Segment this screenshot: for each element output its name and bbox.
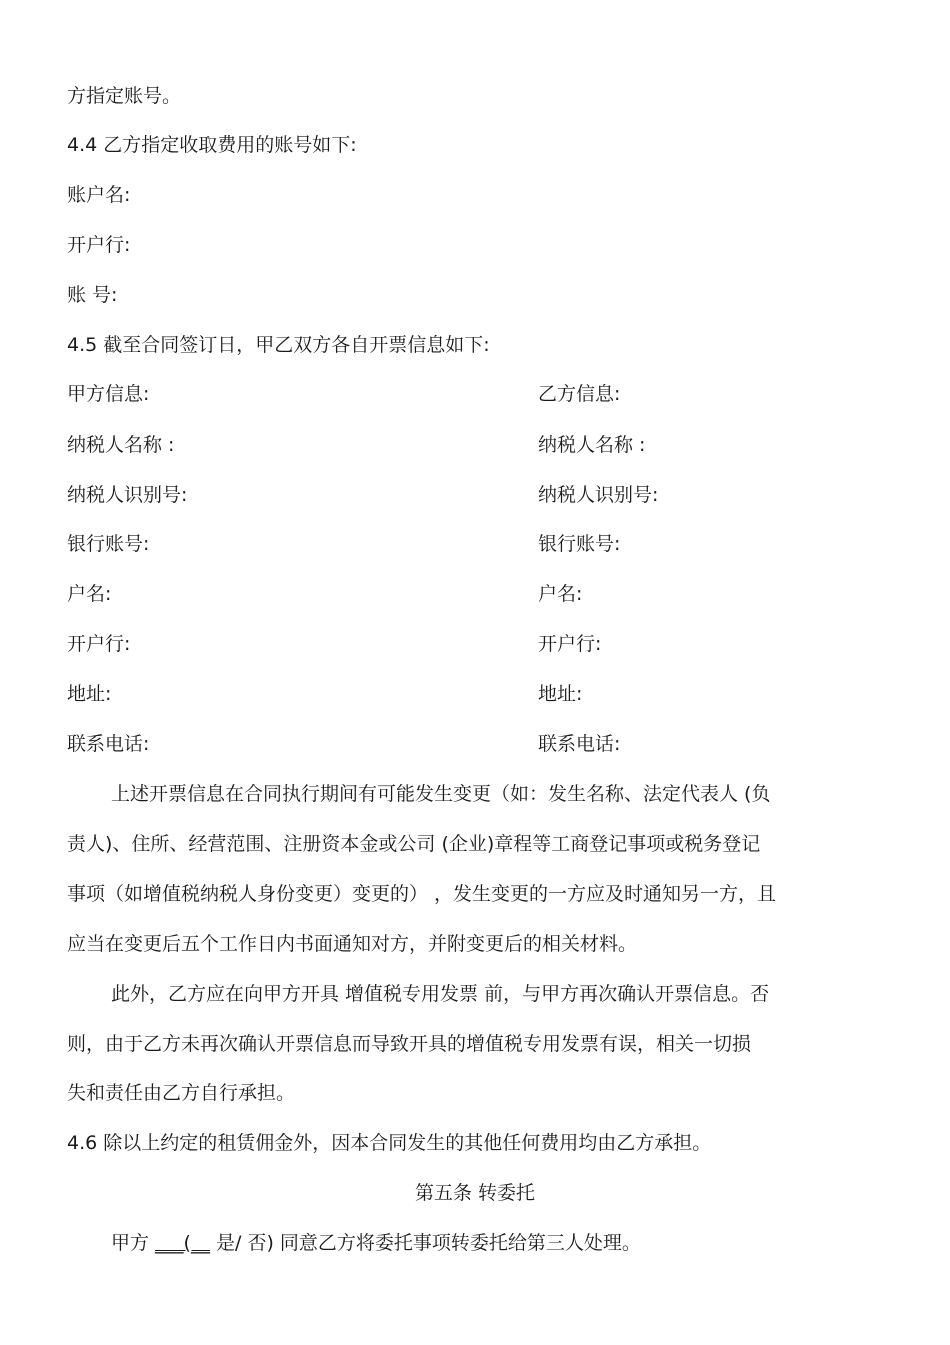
party-a-heading: 甲方信息:	[67, 383, 150, 405]
party-b-account-name: 户名:	[538, 583, 583, 605]
party-b-address: 地址:	[538, 683, 583, 705]
party-a-phone: 联系电话:	[67, 733, 150, 755]
consent-blank: ___(__	[155, 1232, 210, 1254]
party-b-bank-account: 银行账号:	[538, 533, 621, 555]
party-a-bank-account: 银行账号:	[67, 533, 150, 555]
paragraph-line: 责人)、住所、经营范围、注册资本金或公司 (企业)章程等工商登记事项或税务登记	[67, 833, 761, 855]
party-b-taxpayer-id: 纳税人识别号:	[538, 484, 659, 506]
consent-suffix: 是/ 否) 同意乙方将委托事项转委托给第三人处理。	[209, 1232, 641, 1254]
paragraph-line: 事项（如增值税纳税人身份变更）变更的） ，发生变更的一方应及时通知另一方，且	[67, 883, 777, 905]
party-b-taxpayer-name: 纳税人名称 :	[538, 434, 646, 456]
party-a-account-name: 户名:	[67, 583, 112, 605]
article-5-consent-line	[111, 1231, 641, 1255]
paragraph-line: 应当在变更后五个工作日内书面通知对方，并附变更后的相关材料。	[67, 933, 638, 955]
text-line: 方指定账号。	[67, 85, 182, 107]
clause-4-5: 4.5 截至合同签订日，甲乙双方各自开票信息如下:	[67, 334, 490, 356]
paragraph-line: 则，由于乙方未再次确认开票信息而导致开具的增值税专用发票有误，相关一切损	[67, 1033, 752, 1055]
party-a-taxpayer-name: 纳税人名称 :	[67, 434, 175, 456]
party-b-bank: 开户行:	[538, 633, 602, 655]
account-number-label: 账 号:	[67, 284, 118, 306]
party-b-heading: 乙方信息:	[538, 383, 621, 405]
clause-4-4: 4.4 乙方指定收取费用的账号如下:	[67, 134, 357, 156]
paragraph-line: 此外，乙方应在向甲方开具 增值税专用发票 前，与甲方再次确认开票信息。否	[111, 983, 770, 1005]
party-b-phone: 联系电话:	[538, 733, 621, 755]
article-5-title: 第五条 转委托	[414, 1182, 536, 1204]
account-name-label: 账户名:	[67, 184, 131, 206]
consent-prefix: 甲方	[111, 1232, 156, 1254]
party-a-taxpayer-id: 纳税人识别号:	[67, 484, 188, 506]
paragraph-line: 失和责任由乙方自行承担。	[67, 1082, 296, 1104]
party-a-bank: 开户行:	[67, 633, 131, 655]
paragraph-line: 上述开票信息在合同执行期间有可能发生变更（如：发生名称、法定代表人 (负	[111, 783, 771, 805]
clause-4-6: 4.6 除以上约定的租赁佣金外，因本合同发生的其他任何费用均由乙方承担。	[67, 1132, 712, 1154]
party-a-address: 地址:	[67, 683, 112, 705]
bank-label: 开户行:	[67, 234, 131, 256]
